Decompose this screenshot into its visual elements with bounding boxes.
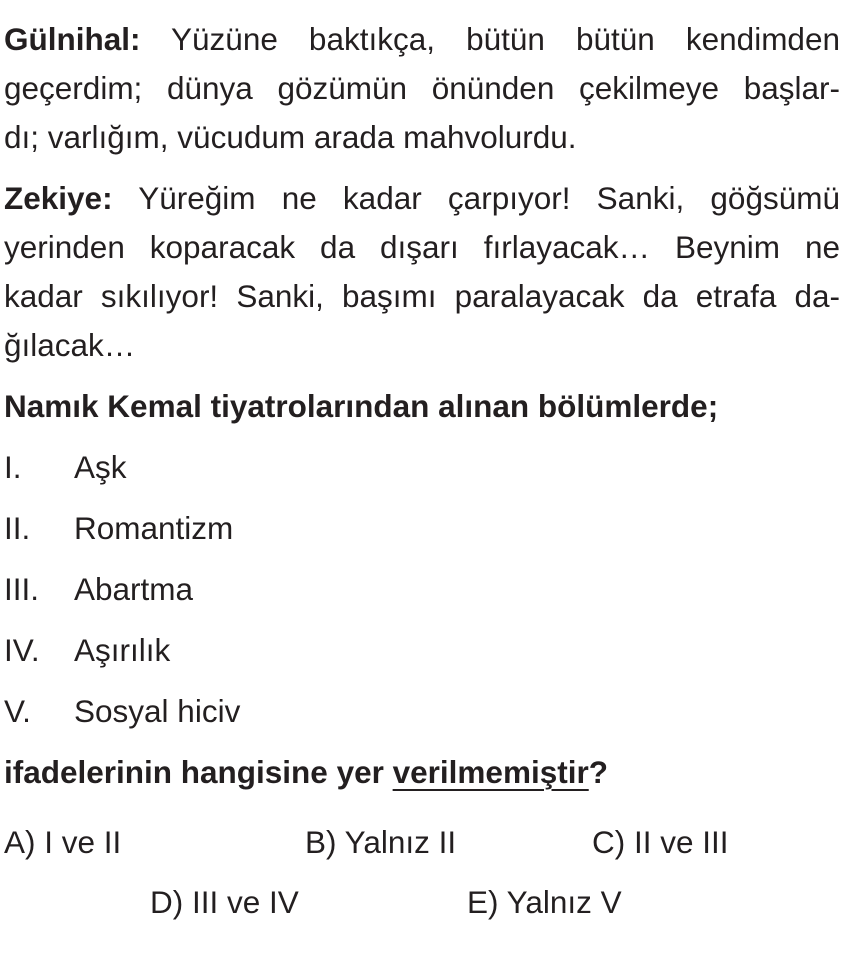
gulnihal-line-1 xyxy=(4,21,840,57)
choice-d[interactable]: D) III ve IV xyxy=(150,884,299,920)
question-end-underlined: verilmemiştir xyxy=(392,754,589,790)
question-stem: Namık Kemal tiyatrolarından alınan bölümlerde; xyxy=(4,388,719,424)
zekiye-line-1 xyxy=(4,180,841,216)
zekiye-line-3: kadar sıkılıyor! Sanki, başımı paralayacak da etrafa da- xyxy=(4,278,840,314)
item-text: Abartma xyxy=(74,571,194,607)
question-end xyxy=(4,754,608,790)
item-number: II. xyxy=(4,510,31,546)
choice-e[interactable]: E) Yalnız V xyxy=(467,884,622,920)
speaker-gulnihal: Gülnihal: xyxy=(4,21,141,57)
item-text: Aşk xyxy=(74,449,127,485)
gulnihal-line-2: geçerdim; dünya gözümün önünden çekilmeye başlar- xyxy=(4,70,840,106)
item-number: V. xyxy=(4,693,31,729)
zekiye-text-1: Yüreğim ne kadar çarpıyor! Sanki, göğsümü xyxy=(138,180,841,216)
gulnihal-line-3: dı; varlığım, vücudum arada mahvolurdu. xyxy=(4,119,577,155)
question-end-suffix: ? xyxy=(588,754,608,790)
choice-c[interactable]: C) II ve III xyxy=(592,824,729,860)
item-number: I. xyxy=(4,449,22,485)
gulnihal-text-1: Yüzüne baktıkça, bütün bütün kendimden xyxy=(171,21,840,57)
item-text: Romantizm xyxy=(74,510,234,546)
item-number: III. xyxy=(4,571,40,607)
zekiye-line-2: yerinden koparacak da dışarı fırlayacak… Beynim ne xyxy=(4,229,840,265)
zekiye-line-4: ğılacak… xyxy=(4,327,136,363)
item-number: IV. xyxy=(4,632,40,668)
speaker-zekiye: Zekiye: xyxy=(4,180,113,216)
question-end-prefix: ifadelerinin hangisine yer xyxy=(4,754,393,790)
choice-a[interactable]: A) I ve II xyxy=(4,824,122,860)
item-text: Sosyal hiciv xyxy=(74,693,241,729)
item-text: Aşırılık xyxy=(74,632,171,668)
choice-b[interactable]: B) Yalnız II xyxy=(305,824,457,860)
